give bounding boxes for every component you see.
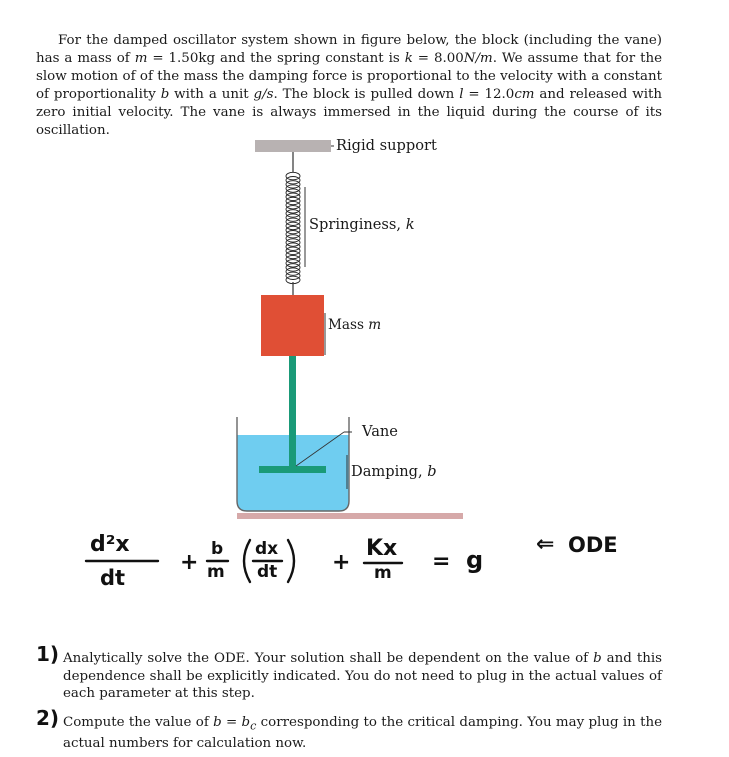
question-1-text: Analytically solve the ODE. Your solution shall be dependent on the value of b and this dependence shall be explicitly indicated. You do not need to plug in the actual values of each parameter at this step.: [63, 651, 662, 701]
spring-coil: [286, 210, 300, 217]
container: [237, 417, 349, 511]
right-paren: [288, 540, 294, 582]
spring-coil: [286, 176, 300, 183]
hw-b: b: [211, 539, 224, 559]
damping-label: Damping, b: [351, 463, 437, 480]
left-paren: [244, 540, 250, 582]
spring-coil: [286, 206, 300, 213]
rigid-support-label: Rigid support: [336, 137, 437, 154]
spring-coil: [286, 255, 300, 262]
problem-statement: [36, 32, 662, 140]
spring-coil: [286, 189, 300, 196]
spring-coil: [286, 185, 300, 192]
spring-coil: [286, 193, 300, 200]
spring-coil: [286, 214, 300, 221]
springiness-label: Springiness, k: [309, 216, 415, 233]
vane-rod: [289, 356, 296, 468]
spring-coil: [286, 235, 300, 242]
hw-dt: dt: [100, 566, 126, 590]
spring-coil: [286, 276, 300, 283]
spring-coil: [286, 272, 300, 279]
liquid: [237, 435, 349, 511]
spring-coil: [286, 218, 300, 225]
hw-kx: Kx: [366, 536, 398, 561]
hw-plus-2: +: [332, 550, 351, 575]
hw-m-1: m: [207, 562, 225, 582]
spring-coil: [286, 243, 300, 250]
mass-label: Mass m: [328, 317, 382, 333]
hw-dt-2: dt: [257, 562, 278, 582]
problem-paragraph: For the damped oscillator system shown in figure below, the block (including the vane) has a mass of m = 1.50kg and the spring constant is k = 8.00N/m. We assume that for the slow motion of of the mass the damping force is proportional to the velocity with a constant of proportionality b with a unit g/s. The block is pulled down l = 12.0cm and released with zero initial velocity. The vane is always immersed in the liquid during the course of its oscillation.: [36, 33, 662, 138]
hw-d2x: d²x: [90, 532, 130, 557]
spring-coil: [286, 239, 300, 246]
spring-coil: [286, 172, 300, 179]
spring-coil: [286, 197, 300, 204]
rigid-support: [255, 140, 331, 152]
spring-coil: [286, 222, 300, 229]
mass-block: [261, 295, 324, 356]
vane-label: Vane: [362, 423, 398, 440]
hw-equals: =: [432, 549, 451, 574]
spring-coil: [286, 251, 300, 258]
hw-g: g: [466, 546, 484, 574]
hw-dx: dx: [255, 539, 279, 559]
question-1: [36, 642, 662, 703]
hw-arrow-icon: ⇐: [536, 532, 555, 557]
question-2: [36, 706, 662, 753]
hw-m-2: m: [374, 563, 392, 583]
spring-coil: [286, 260, 300, 267]
spring-coil: [286, 247, 300, 254]
spring-coil: [286, 226, 300, 233]
floor: [237, 513, 463, 519]
spring-coil: [286, 181, 300, 188]
spring-coil: [286, 264, 300, 271]
question-2-text: Compute the value of $b = b_c$ corresponding to the critical damping. You may plug in the actual numbers for calculation now.: [63, 715, 662, 752]
vane-leader-diag: [296, 432, 344, 466]
vane: [259, 466, 326, 473]
question-2-number: 2): [36, 706, 60, 730]
hw-ode: ODE: [568, 533, 618, 557]
spring-coil: [286, 230, 300, 237]
hw-plus-1: +: [180, 550, 199, 575]
ode-handwriting: [86, 540, 402, 582]
spring-coil: [286, 268, 300, 275]
question-1-number: 1): [36, 642, 60, 666]
spring-coil: [286, 201, 300, 208]
spring-icon: [286, 172, 300, 283]
